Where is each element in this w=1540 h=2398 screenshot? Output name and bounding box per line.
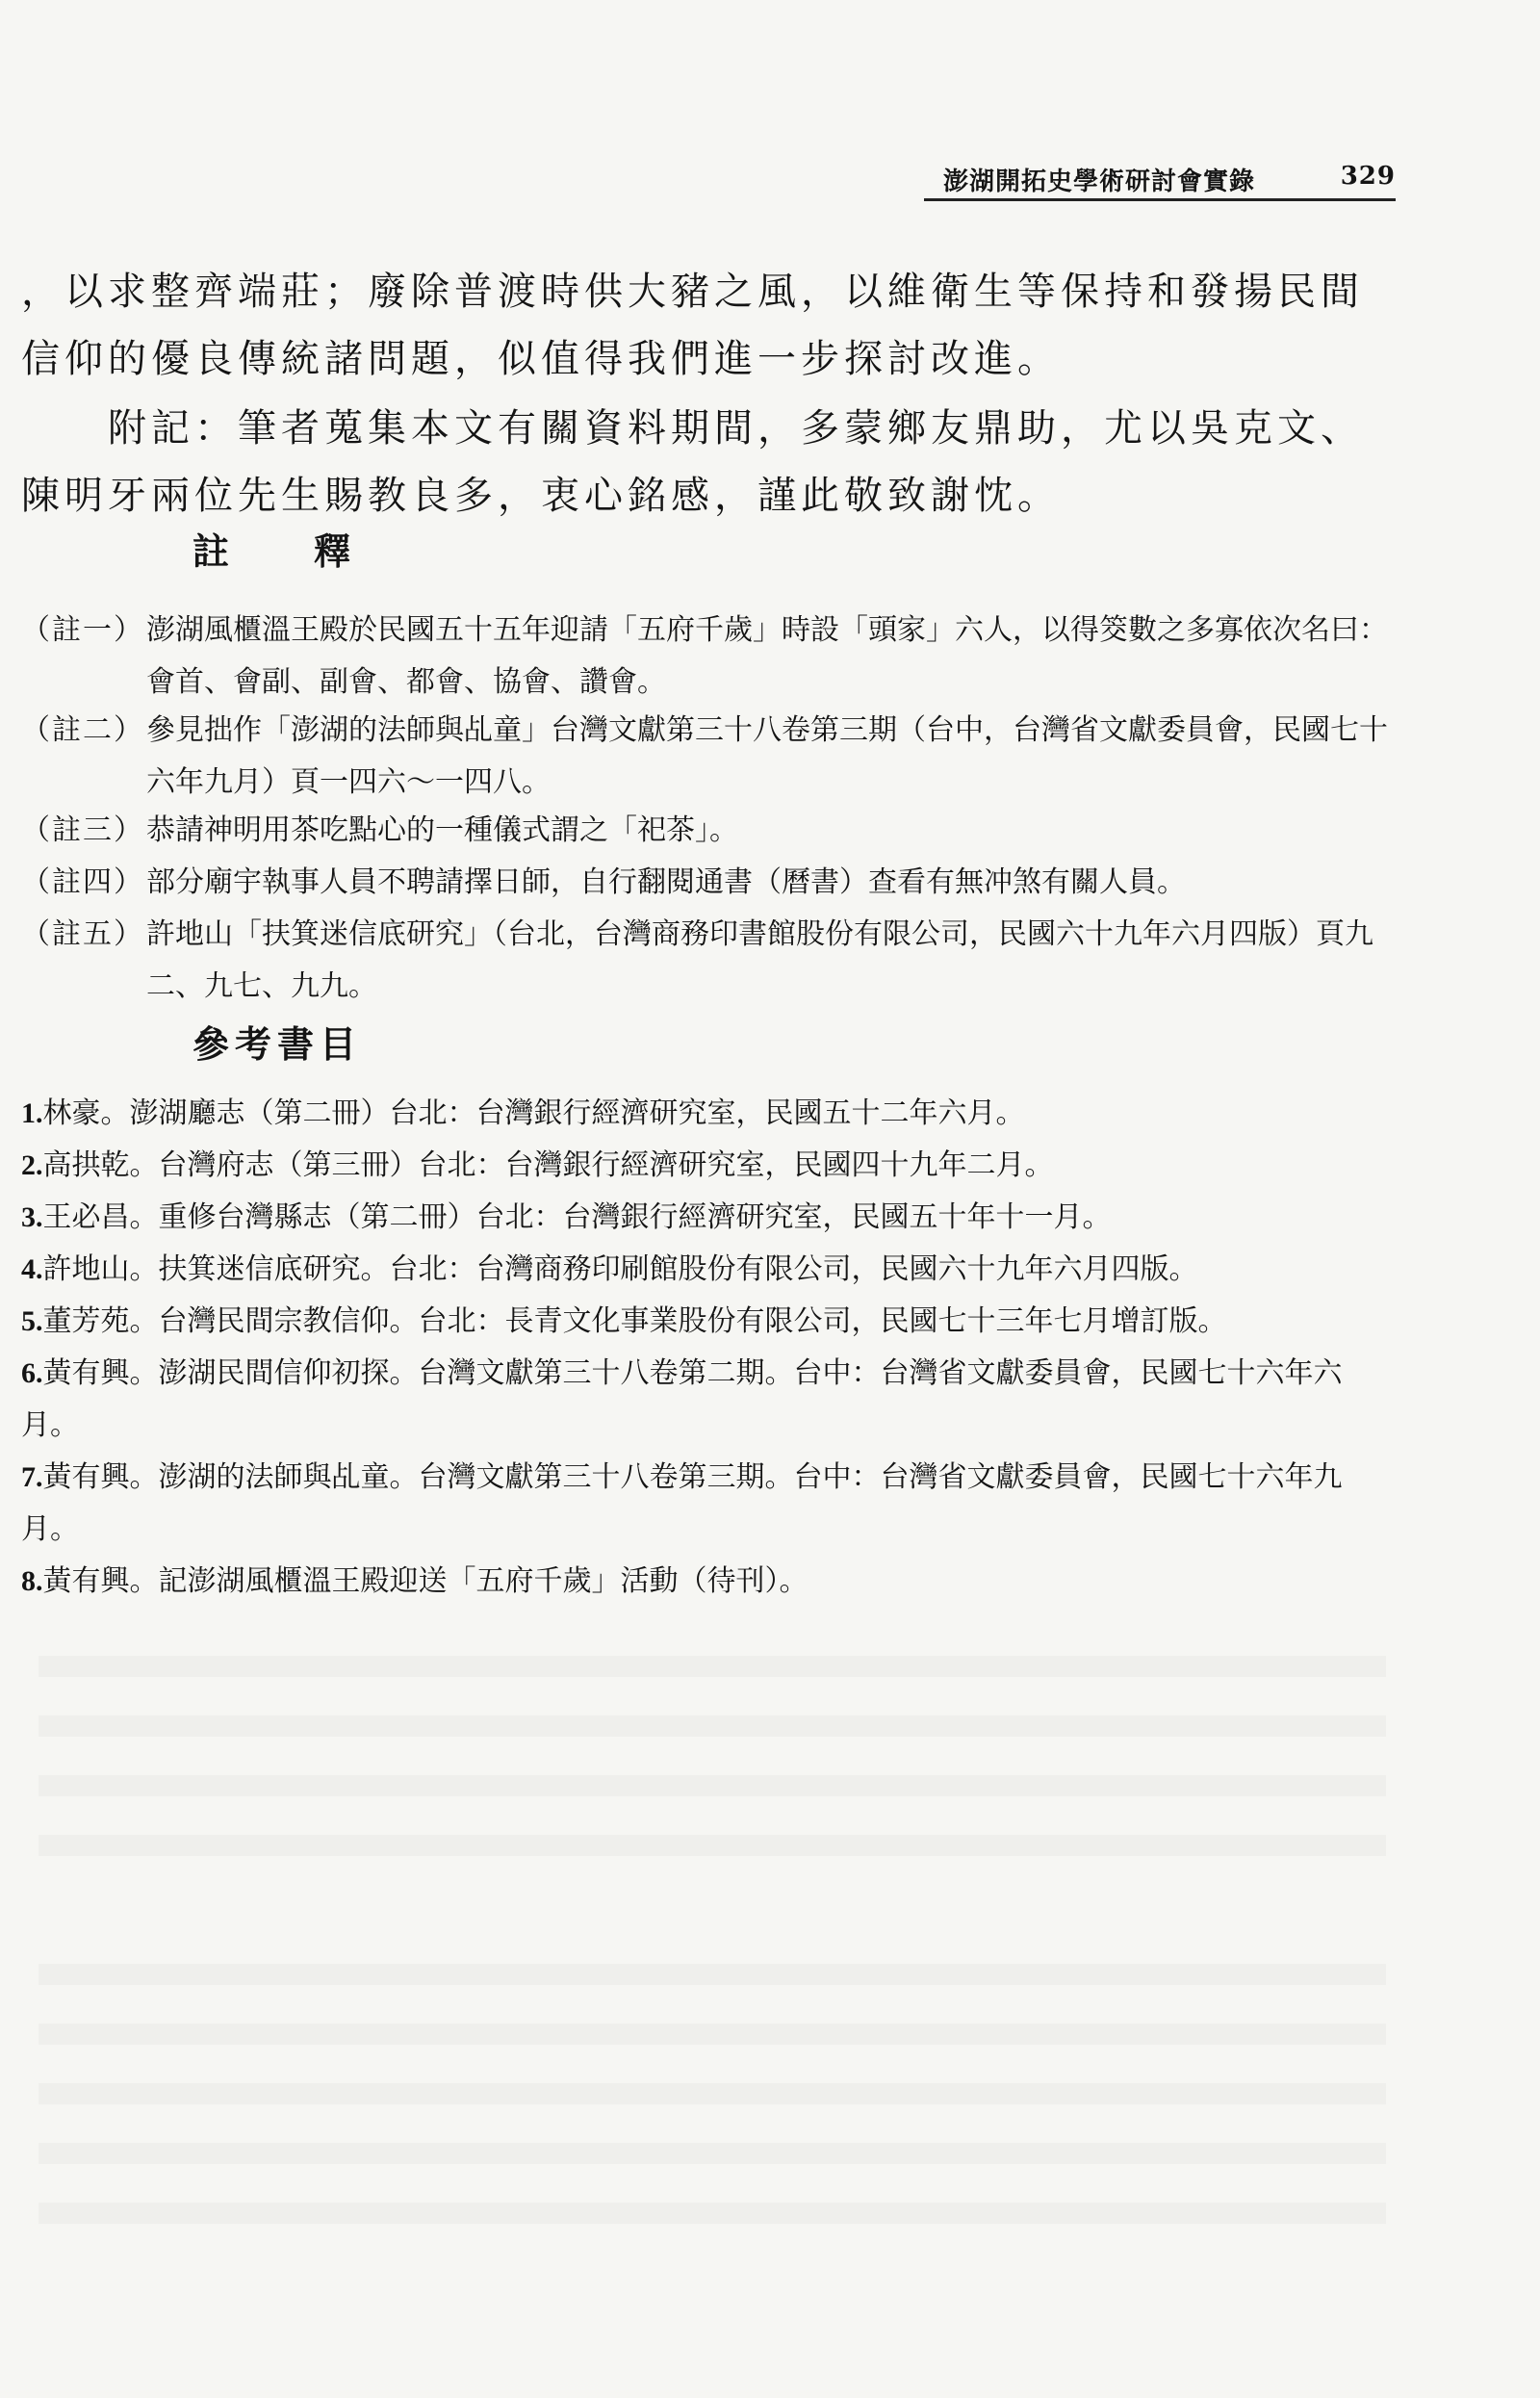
reference-number: 1. (21, 1097, 43, 1129)
reference-item (21, 1192, 1398, 1244)
note-item (21, 605, 1398, 709)
page-number: 329 (1340, 162, 1396, 191)
reference-item (21, 1244, 1398, 1296)
show-through-line (38, 1715, 1386, 1737)
note-label: （註四） (21, 865, 144, 899)
reference-number: 3. (21, 1201, 43, 1233)
reference-item (21, 1296, 1398, 1348)
reference-item (21, 1452, 1398, 1556)
references-list (21, 1088, 1398, 1608)
reference-text: 許地山。扶箕迷信底研究。台北：台灣商務印刷館股份有限公司，民國六十九年六月四版。 (42, 1252, 1198, 1286)
note-item (21, 857, 1398, 909)
reference-text: 黃有興。記澎湖風櫃溫王殿迎送「五府千歲」活動（待刊）。 (42, 1564, 808, 1598)
show-through-line (38, 2083, 1386, 2104)
reference-text: 林豪。澎湖廳志（第二冊）台北：台灣銀行經濟研究室，民國五十二年六月。 (42, 1096, 1025, 1130)
reference-text: 王必昌。重修台灣縣志（第二冊）台北：台灣銀行經濟研究室，民國五十年十一月。 (42, 1200, 1112, 1234)
show-through-line (38, 2024, 1386, 2045)
note-text: 部分廟宇執事人員不聘請擇日師，自行翻閱通書（曆書）查看有無冲煞有關人員。 (146, 865, 1186, 899)
note-label: （註五） (21, 917, 144, 951)
notes-heading: 註釋 (192, 530, 436, 573)
show-through-line (38, 1775, 1386, 1796)
show-through-line (38, 1835, 1386, 1856)
reference-text: 高拱乾。台灣府志（第三冊）台北：台灣銀行經濟研究室，民國四十九年二月。 (42, 1148, 1054, 1182)
running-header (943, 162, 1396, 197)
show-through-line (38, 1964, 1386, 1985)
references-heading: 參考書目 (192, 1023, 363, 1066)
acknowledgement-paragraph: 附記：筆者蒐集本文有關資料期間，多蒙鄉友鼎助，尤以吳克文、陳明牙兩位先生賜教良多，衷心銘感，謹此敬致謝忱。 (21, 406, 1364, 518)
note-item (21, 805, 1398, 857)
note-label: （註一） (21, 613, 144, 647)
note-text: 許地山「扶箕迷信底研究」（台北，台灣商務印書館股份有限公司，民國六十九年六月四版）頁九二、九七、九九。 (146, 917, 1373, 1003)
show-through-line (38, 2203, 1386, 2224)
note-text: 參見拙作「澎湖的法師與乩童」台灣文獻第三十八卷第三期（台中，台灣省文獻委員會，民國七十六年九月）頁一四六～一四八。 (146, 713, 1388, 799)
reference-text: 董芳苑。台灣民間宗教信仰。台北：長青文化事業股份有限公司，民國七十三年七月增訂版。 (42, 1304, 1227, 1338)
show-through-line (38, 1656, 1386, 1677)
note-text: 澎湖風櫃溫王殿於民國五十五年迎請「五府千歲」時設「頭家」六人，以得筊數之多寡依次名曰：會首、會副、副會、都會、協會、讚會。 (146, 613, 1388, 699)
reference-text: 黃有興。澎湖民間信仰初探。台灣文獻第三十八卷第二期。台中：台灣省文獻委員會，民國七十六年六月。 (21, 1356, 1343, 1442)
note-label: （註二） (21, 713, 144, 747)
note-item (21, 909, 1398, 1013)
reference-item (21, 1088, 1398, 1140)
note-text: 恭請神明用茶吃點心的一種儀式謂之「祀茶」。 (146, 813, 738, 847)
reference-number: 6. (21, 1357, 43, 1389)
reference-item (21, 1140, 1398, 1192)
reference-number: 7. (21, 1461, 43, 1493)
reference-number: 5. (21, 1305, 43, 1337)
note-label: （註三） (21, 813, 144, 847)
reference-number: 2. (21, 1149, 43, 1181)
header-rule (924, 198, 1396, 201)
reference-item (21, 1348, 1398, 1452)
reference-item (21, 1556, 1398, 1608)
note-item (21, 705, 1398, 809)
show-through-line (38, 2143, 1386, 2164)
running-header-title: 澎湖開拓史學術研討會實錄 (943, 168, 1256, 196)
body-paragraph: ，以求整齊端莊；廢除普渡時供大豬之風，以維衛生等保持和發揚民間信仰的優良傳統諸問題，似值得我們進一步探討改進。 (21, 270, 1364, 381)
reference-number: 4. (21, 1253, 43, 1285)
reference-number: 8. (21, 1565, 43, 1597)
reference-text: 黃有興。澎湖的法師與乩童。台灣文獻第三十八卷第三期。台中：台灣省文獻委員會，民國七十六年九月。 (21, 1460, 1343, 1546)
